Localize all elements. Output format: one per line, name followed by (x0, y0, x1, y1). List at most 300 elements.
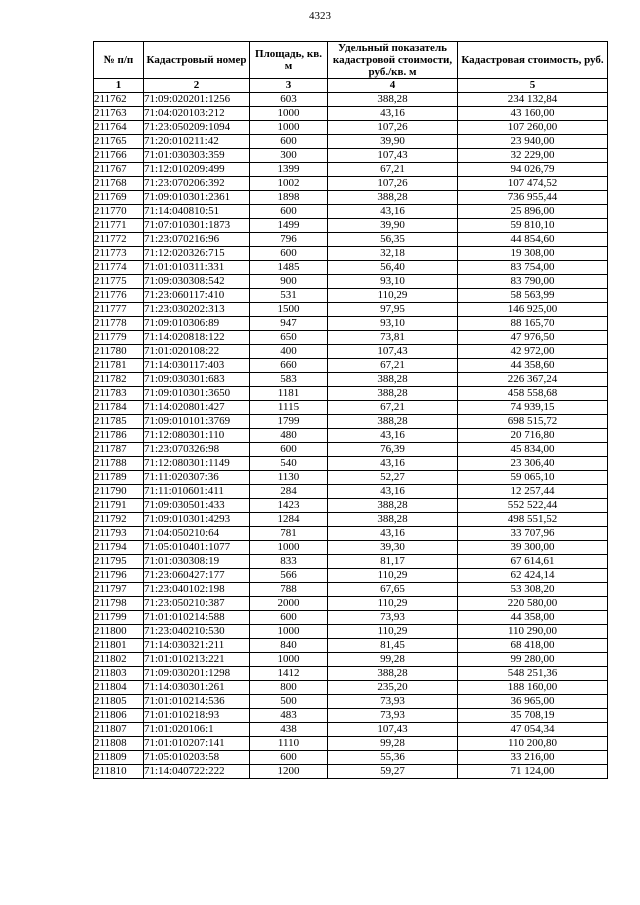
rate-value: 56,40 (328, 261, 458, 275)
cadastral-number: 71:07:010301:1873 (144, 219, 250, 233)
cadastral-number: 71:12:020326:715 (144, 247, 250, 261)
cadastral-number: 71:01:010207:141 (144, 737, 250, 751)
rate-value: 93,10 (328, 275, 458, 289)
cost-value: 59 810,10 (458, 219, 608, 233)
cadastral-number: 71:12:010209:499 (144, 163, 250, 177)
rate-value: 110,29 (328, 625, 458, 639)
cadastral-number: 71:01:020108:22 (144, 345, 250, 359)
rate-value: 73,81 (328, 331, 458, 345)
table-row (94, 485, 608, 499)
cost-value: 107 260,00 (458, 121, 608, 135)
table-row (94, 513, 608, 527)
table-row (94, 681, 608, 695)
cost-value: 42 972,00 (458, 345, 608, 359)
table-row (94, 583, 608, 597)
row-number: 211809 (94, 751, 144, 765)
cadastral-number: 71:23:060427:177 (144, 569, 250, 583)
area-value: 833 (250, 555, 328, 569)
cost-value: 32 229,00 (458, 149, 608, 163)
area-value: 1130 (250, 471, 328, 485)
cost-value: 226 367,24 (458, 373, 608, 387)
cost-value: 19 308,00 (458, 247, 608, 261)
table-row (94, 723, 608, 737)
row-number: 211763 (94, 107, 144, 121)
rate-value: 55,36 (328, 751, 458, 765)
row-number: 211807 (94, 723, 144, 737)
cadastral-number: 71:23:040102:198 (144, 583, 250, 597)
table-body (94, 93, 608, 779)
table-row (94, 499, 608, 513)
row-number: 211770 (94, 205, 144, 219)
table-row (94, 653, 608, 667)
column-index: 5 (458, 79, 608, 93)
row-number: 211771 (94, 219, 144, 233)
area-value: 480 (250, 429, 328, 443)
cadastral-number: 71:09:010301:4293 (144, 513, 250, 527)
row-number: 211787 (94, 443, 144, 457)
cost-value: 107 474,52 (458, 177, 608, 191)
rate-value: 388,28 (328, 415, 458, 429)
row-number: 211792 (94, 513, 144, 527)
area-value: 900 (250, 275, 328, 289)
cadastral-number: 71:23:050209:1094 (144, 121, 250, 135)
cost-value: 20 716,80 (458, 429, 608, 443)
table-row (94, 569, 608, 583)
cadastral-number: 71:23:050210:387 (144, 597, 250, 611)
cadastral-number: 71:01:010213:221 (144, 653, 250, 667)
rate-value: 67,21 (328, 359, 458, 373)
table-row (94, 597, 608, 611)
cost-value: 44 854,60 (458, 233, 608, 247)
rate-value: 93,10 (328, 317, 458, 331)
table-row (94, 317, 608, 331)
area-value: 1000 (250, 625, 328, 639)
table-row (94, 667, 608, 681)
row-number: 211791 (94, 499, 144, 513)
rate-value: 43,16 (328, 429, 458, 443)
row-number: 211778 (94, 317, 144, 331)
area-value: 1898 (250, 191, 328, 205)
cadastral-number: 71:09:030201:1298 (144, 667, 250, 681)
area-value: 1200 (250, 765, 328, 779)
cost-value: 110 200,80 (458, 737, 608, 751)
cost-value: 67 614,61 (458, 555, 608, 569)
area-value: 284 (250, 485, 328, 499)
table-row (94, 107, 608, 121)
area-value: 438 (250, 723, 328, 737)
row-number: 211773 (94, 247, 144, 261)
area-value: 660 (250, 359, 328, 373)
cost-value: 33 707,96 (458, 527, 608, 541)
rate-value: 67,21 (328, 401, 458, 415)
cost-value: 35 708,19 (458, 709, 608, 723)
table-row (94, 121, 608, 135)
row-number: 211797 (94, 583, 144, 597)
cadastral-number: 71:05:010401:1077 (144, 541, 250, 555)
rate-value: 388,28 (328, 387, 458, 401)
rate-value: 107,43 (328, 149, 458, 163)
area-value: 1000 (250, 121, 328, 135)
table-row (94, 219, 608, 233)
table-row (94, 527, 608, 541)
rate-value: 388,28 (328, 499, 458, 513)
cost-value: 47 054,34 (458, 723, 608, 737)
table-row (94, 275, 608, 289)
cost-value: 94 026,79 (458, 163, 608, 177)
cost-value: 62 424,14 (458, 569, 608, 583)
row-number: 211790 (94, 485, 144, 499)
cadastral-number: 71:23:060117:410 (144, 289, 250, 303)
rate-value: 52,27 (328, 471, 458, 485)
cadastral-number: 71:11:020307:36 (144, 471, 250, 485)
cadastral-number: 71:14:040722:222 (144, 765, 250, 779)
cadastral-number: 71:23:030202:313 (144, 303, 250, 317)
cost-value: 39 300,00 (458, 541, 608, 555)
table-row (94, 163, 608, 177)
row-number: 211798 (94, 597, 144, 611)
column-index-row (94, 79, 608, 93)
row-number: 211795 (94, 555, 144, 569)
rate-value: 43,16 (328, 205, 458, 219)
rate-value: 388,28 (328, 93, 458, 107)
area-value: 2000 (250, 597, 328, 611)
row-number: 211768 (94, 177, 144, 191)
row-number: 211762 (94, 93, 144, 107)
area-value: 540 (250, 457, 328, 471)
rate-value: 32,18 (328, 247, 458, 261)
cost-value: 552 522,44 (458, 499, 608, 513)
table-row (94, 415, 608, 429)
area-value: 800 (250, 681, 328, 695)
area-value: 650 (250, 331, 328, 345)
header-cost: Кадастровая стоимость, руб. (458, 42, 608, 79)
row-number: 211766 (94, 149, 144, 163)
cost-value: 698 515,72 (458, 415, 608, 429)
area-value: 1799 (250, 415, 328, 429)
cadastral-number: 71:23:070206:392 (144, 177, 250, 191)
cost-value: 53 308,20 (458, 583, 608, 597)
cost-value: 99 280,00 (458, 653, 608, 667)
area-value: 600 (250, 443, 328, 457)
table-row (94, 471, 608, 485)
table-row (94, 751, 608, 765)
cadastral-number: 71:09:030308:542 (144, 275, 250, 289)
table-row (94, 233, 608, 247)
cost-value: 68 418,00 (458, 639, 608, 653)
cost-value: 498 551,52 (458, 513, 608, 527)
table-row (94, 401, 608, 415)
column-index: 2 (144, 79, 250, 93)
cadastral-number: 71:23:070216:96 (144, 233, 250, 247)
table-row (94, 373, 608, 387)
cadastral-number: 71:20:010211:42 (144, 135, 250, 149)
table-row (94, 625, 608, 639)
cadastral-number: 71:01:010214:588 (144, 611, 250, 625)
cadastral-number: 71:01:030308:19 (144, 555, 250, 569)
table-row (94, 205, 608, 219)
cost-value: 548 251,36 (458, 667, 608, 681)
area-value: 788 (250, 583, 328, 597)
table-row (94, 177, 608, 191)
area-value: 1500 (250, 303, 328, 317)
rate-value: 81,45 (328, 639, 458, 653)
row-number: 211805 (94, 695, 144, 709)
area-value: 1002 (250, 177, 328, 191)
rate-value: 107,43 (328, 723, 458, 737)
area-value: 1412 (250, 667, 328, 681)
table-row (94, 303, 608, 317)
area-value: 600 (250, 611, 328, 625)
cadastral-number: 71:01:020106:1 (144, 723, 250, 737)
rate-value: 110,29 (328, 289, 458, 303)
row-number: 211781 (94, 359, 144, 373)
area-value: 300 (250, 149, 328, 163)
row-number: 211774 (94, 261, 144, 275)
rate-value: 235,20 (328, 681, 458, 695)
cost-value: 23 306,40 (458, 457, 608, 471)
row-number: 211789 (94, 471, 144, 485)
rate-value: 39,90 (328, 135, 458, 149)
rate-value: 73,93 (328, 709, 458, 723)
cadastral-number: 71:01:030303:359 (144, 149, 250, 163)
cadastral-number: 71:09:030501:433 (144, 499, 250, 513)
header-num: № п/п (94, 42, 144, 79)
rate-value: 43,16 (328, 457, 458, 471)
table-row (94, 765, 608, 779)
rate-value: 59,27 (328, 765, 458, 779)
cost-value: 23 940,00 (458, 135, 608, 149)
rate-value: 43,16 (328, 527, 458, 541)
area-value: 840 (250, 639, 328, 653)
cost-value: 36 965,00 (458, 695, 608, 709)
rate-value: 99,28 (328, 737, 458, 751)
cadastral-number: 71:01:010214:536 (144, 695, 250, 709)
cadastral-number: 71:11:010601:411 (144, 485, 250, 499)
row-number: 211782 (94, 373, 144, 387)
cost-value: 44 358,60 (458, 359, 608, 373)
area-value: 1499 (250, 219, 328, 233)
area-value: 1423 (250, 499, 328, 513)
cadastral-number: 71:09:010101:3769 (144, 415, 250, 429)
table-row (94, 331, 608, 345)
rate-value: 43,16 (328, 485, 458, 499)
row-number: 211765 (94, 135, 144, 149)
table-row (94, 191, 608, 205)
rate-value: 43,16 (328, 107, 458, 121)
row-number: 211810 (94, 765, 144, 779)
table-header-row (94, 42, 608, 79)
table-row (94, 709, 608, 723)
table-row (94, 345, 608, 359)
row-number: 211800 (94, 625, 144, 639)
table-row (94, 429, 608, 443)
cadastral-number: 71:12:080301:1149 (144, 457, 250, 471)
area-value: 1000 (250, 653, 328, 667)
row-number: 211806 (94, 709, 144, 723)
cost-value: 59 065,10 (458, 471, 608, 485)
row-number: 211794 (94, 541, 144, 555)
area-value: 531 (250, 289, 328, 303)
cadastral-number: 71:14:030301:261 (144, 681, 250, 695)
area-value: 796 (250, 233, 328, 247)
cadastral-number: 71:01:010218:93 (144, 709, 250, 723)
area-value: 1115 (250, 401, 328, 415)
area-value: 600 (250, 247, 328, 261)
cadastral-number: 71:09:030301:683 (144, 373, 250, 387)
cost-value: 47 976,50 (458, 331, 608, 345)
area-value: 483 (250, 709, 328, 723)
table-row (94, 135, 608, 149)
cadastral-number: 71:14:020801:427 (144, 401, 250, 415)
column-index: 4 (328, 79, 458, 93)
rate-value: 67,21 (328, 163, 458, 177)
table-row (94, 555, 608, 569)
cost-value: 146 925,00 (458, 303, 608, 317)
rate-value: 99,28 (328, 653, 458, 667)
table-row (94, 443, 608, 457)
cadastral-number: 71:09:010306:89 (144, 317, 250, 331)
area-value: 781 (250, 527, 328, 541)
rate-value: 110,29 (328, 597, 458, 611)
area-value: 1000 (250, 107, 328, 121)
rate-value: 107,26 (328, 121, 458, 135)
table-row (94, 639, 608, 653)
area-value: 603 (250, 93, 328, 107)
cadastral-number: 71:14:020818:122 (144, 331, 250, 345)
area-value: 566 (250, 569, 328, 583)
cost-value: 736 955,44 (458, 191, 608, 205)
rate-value: 81,17 (328, 555, 458, 569)
row-number: 211777 (94, 303, 144, 317)
row-number: 211776 (94, 289, 144, 303)
cost-value: 110 290,00 (458, 625, 608, 639)
rate-value: 73,93 (328, 611, 458, 625)
cadastral-number: 71:09:010301:3650 (144, 387, 250, 401)
cost-value: 83 754,00 (458, 261, 608, 275)
rate-value: 107,26 (328, 177, 458, 191)
table-row (94, 289, 608, 303)
row-number: 211808 (94, 737, 144, 751)
row-number: 211779 (94, 331, 144, 345)
cadastral-number: 71:04:050210:64 (144, 527, 250, 541)
cadastral-number: 71:14:030321:211 (144, 639, 250, 653)
cost-value: 74 939,15 (458, 401, 608, 415)
cost-value: 43 160,00 (458, 107, 608, 121)
cost-value: 71 124,00 (458, 765, 608, 779)
cadastral-number: 71:12:080301:110 (144, 429, 250, 443)
cadastral-table (93, 41, 608, 779)
rate-value: 76,39 (328, 443, 458, 457)
cost-value: 220 580,00 (458, 597, 608, 611)
row-number: 211764 (94, 121, 144, 135)
table-row (94, 247, 608, 261)
cadastral-number: 71:14:030117:403 (144, 359, 250, 373)
rate-value: 388,28 (328, 667, 458, 681)
row-number: 211769 (94, 191, 144, 205)
header-area: Площадь, кв. м (250, 42, 328, 79)
area-value: 1399 (250, 163, 328, 177)
cost-value: 44 358,00 (458, 611, 608, 625)
area-value: 583 (250, 373, 328, 387)
area-value: 600 (250, 751, 328, 765)
area-value: 1284 (250, 513, 328, 527)
header-cadastral: Кадастровый номер (144, 42, 250, 79)
row-number: 211802 (94, 653, 144, 667)
area-value: 600 (250, 135, 328, 149)
cost-value: 188 160,00 (458, 681, 608, 695)
area-value: 500 (250, 695, 328, 709)
cost-value: 12 257,44 (458, 485, 608, 499)
row-number: 211780 (94, 345, 144, 359)
cost-value: 234 132,84 (458, 93, 608, 107)
column-index: 1 (94, 79, 144, 93)
table-row (94, 93, 608, 107)
row-number: 211803 (94, 667, 144, 681)
cost-value: 25 896,00 (458, 205, 608, 219)
area-value: 600 (250, 205, 328, 219)
rate-value: 39,30 (328, 541, 458, 555)
rate-value: 73,93 (328, 695, 458, 709)
table-row (94, 261, 608, 275)
cadastral-number: 71:09:020201:1256 (144, 93, 250, 107)
table-row (94, 737, 608, 751)
header-rate: Удельный показатель кадастровой стоимости, руб./кв. м (328, 42, 458, 79)
table-row (94, 149, 608, 163)
cadastral-number: 71:14:040810:51 (144, 205, 250, 219)
row-number: 211784 (94, 401, 144, 415)
rate-value: 110,29 (328, 569, 458, 583)
cadastral-number: 71:09:010301:2361 (144, 191, 250, 205)
table-row (94, 457, 608, 471)
rate-value: 388,28 (328, 373, 458, 387)
row-number: 211785 (94, 415, 144, 429)
row-number: 211804 (94, 681, 144, 695)
cost-value: 88 165,70 (458, 317, 608, 331)
row-number: 211788 (94, 457, 144, 471)
cadastral-number: 71:04:020103:212 (144, 107, 250, 121)
table-row (94, 359, 608, 373)
cadastral-number: 71:23:070326:98 (144, 443, 250, 457)
cost-value: 458 558,68 (458, 387, 608, 401)
cost-value: 83 790,00 (458, 275, 608, 289)
rate-value: 56,35 (328, 233, 458, 247)
cost-value: 45 834,00 (458, 443, 608, 457)
row-number: 211767 (94, 163, 144, 177)
table-row (94, 541, 608, 555)
rate-value: 388,28 (328, 191, 458, 205)
row-number: 211793 (94, 527, 144, 541)
area-value: 947 (250, 317, 328, 331)
row-number: 211799 (94, 611, 144, 625)
row-number: 211801 (94, 639, 144, 653)
row-number: 211775 (94, 275, 144, 289)
rate-value: 67,65 (328, 583, 458, 597)
row-number: 211796 (94, 569, 144, 583)
area-value: 1485 (250, 261, 328, 275)
row-number: 211786 (94, 429, 144, 443)
table-row (94, 387, 608, 401)
area-value: 400 (250, 345, 328, 359)
area-value: 1110 (250, 737, 328, 751)
table-row (94, 695, 608, 709)
row-number: 211772 (94, 233, 144, 247)
area-value: 1181 (250, 387, 328, 401)
rate-value: 388,28 (328, 513, 458, 527)
row-number: 211783 (94, 387, 144, 401)
column-index: 3 (250, 79, 328, 93)
rate-value: 97,95 (328, 303, 458, 317)
cost-value: 33 216,00 (458, 751, 608, 765)
